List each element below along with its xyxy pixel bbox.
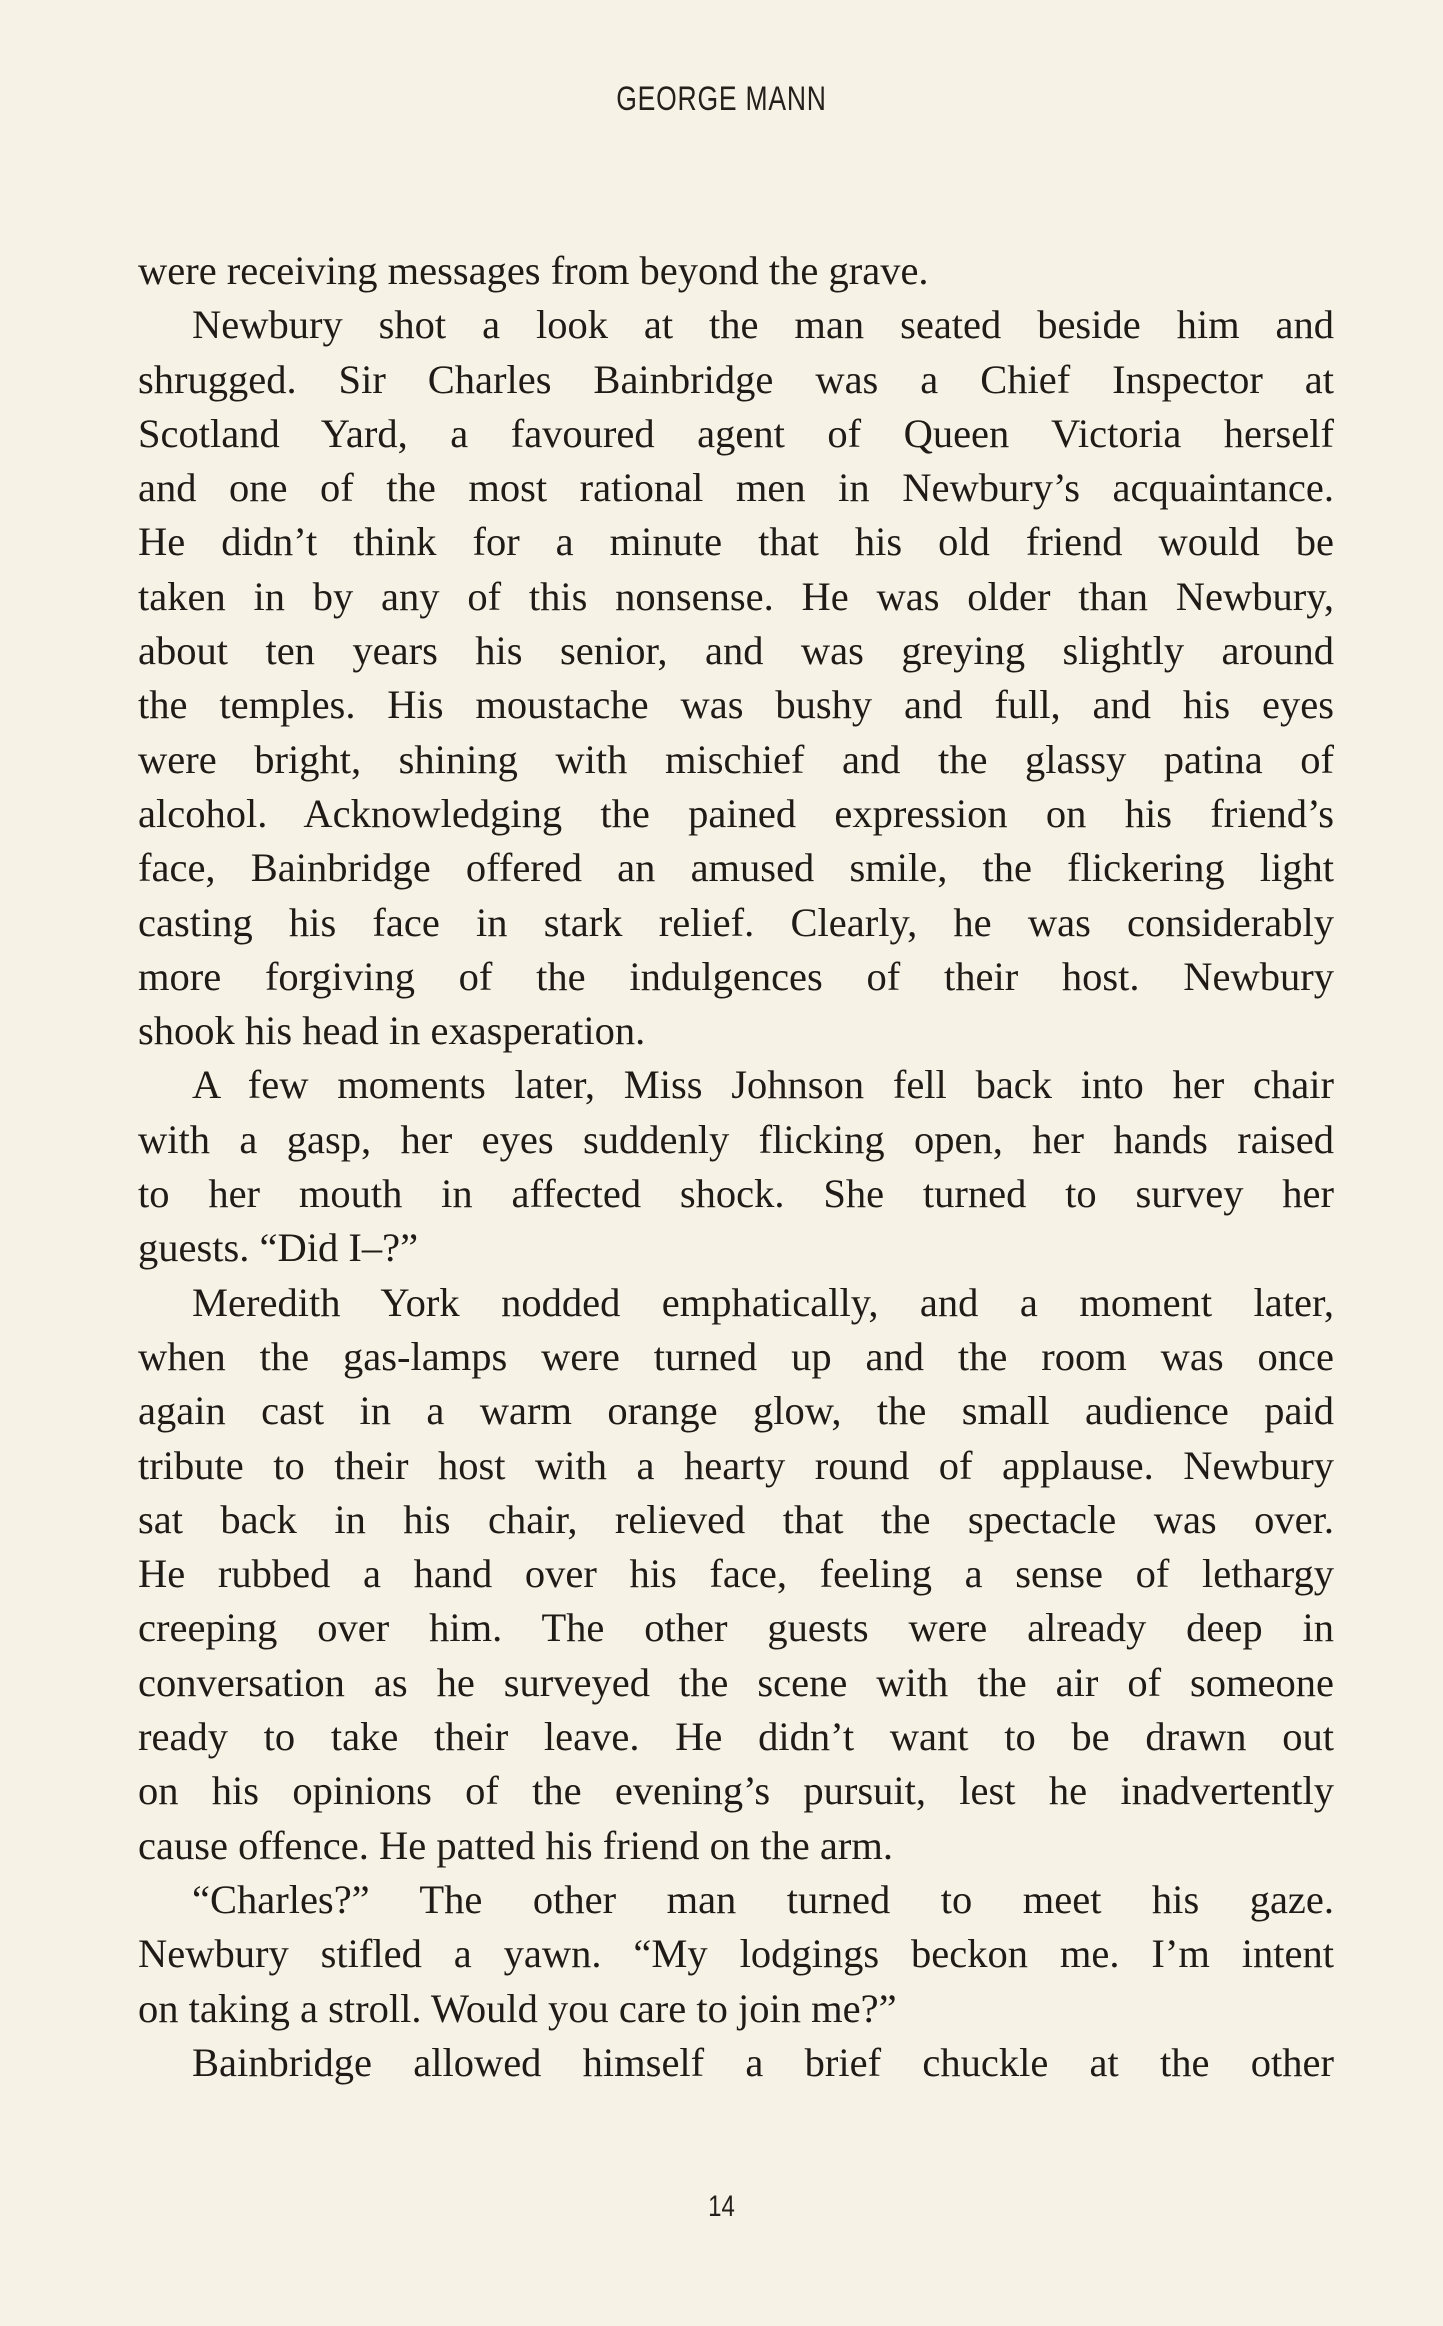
text-line: A few moments later, Miss Johnson fell back into her chair: [192, 1062, 1334, 1108]
text-line: creeping over him. The other guests were already deep in: [138, 1605, 1334, 1651]
text-line: ready to take their leave. He didn’t want to be drawn out: [138, 1714, 1334, 1760]
text-line: shrugged. Sir Charles Bainbridge was a Chief Inspector at: [138, 356, 1334, 402]
text-line: conversation as he surveyed the scene with the air of someone: [138, 1659, 1334, 1705]
text-line: were bright, shining with mischief and the glassy patina of: [138, 736, 1334, 782]
text-line: “Charles?” The other man turned to meet his gaze.: [192, 1876, 1334, 1922]
text-line: Meredith York nodded emphatically, and a moment later,: [192, 1279, 1334, 1325]
text-line: He rubbed a hand over his face, feeling a sense of lethargy: [138, 1551, 1334, 1597]
text-line: to her mouth in affected shock. She turned to survey her: [138, 1171, 1334, 1217]
text-line: guests. “Did I–?”: [138, 1225, 419, 1271]
text-line: were receiving messages from beyond the grave.: [138, 248, 929, 293]
text-line: about ten years his senior, and was greying slightly around: [138, 628, 1334, 674]
text-line: tribute to their host with a hearty round of applause. Newbury: [138, 1442, 1334, 1488]
text-line: cause offence. He patted his friend on the arm.: [138, 1822, 893, 1868]
text-line: on taking a stroll. Would you care to join me?”: [138, 1985, 897, 2031]
text-line: more forgiving of the indulgences of their host. Newbury: [138, 953, 1334, 999]
running-head: GEORGE MANN: [616, 80, 827, 118]
text-line: alcohol. Acknowledging the pained expression on his friend’s: [138, 790, 1334, 836]
body-text: [138, 244, 1334, 2090]
text-line: face, Bainbridge offered an amused smile, the flickering light: [138, 845, 1334, 891]
text-line: He didn’t think for a minute that his old friend would be: [138, 519, 1334, 565]
text-line: Bainbridge allowed himself a brief chuckle at the other: [192, 2039, 1334, 2085]
text-line: Newbury stifled a yawn. “My lodgings beckon me. I’m intent: [138, 1931, 1334, 1977]
text-line: casting his face in stark relief. Clearly, he was considerably: [138, 899, 1334, 945]
text-line: Newbury shot a look at the man seated beside him and: [192, 302, 1334, 348]
text-line: and one of the most rational men in Newbury’s acquaintance.: [138, 465, 1334, 511]
page-number: 14: [708, 2190, 735, 2223]
text-line: shook his head in exasperation.: [138, 1008, 646, 1054]
text-line: the temples. His moustache was bushy and full, and his eyes: [138, 682, 1334, 728]
text-line: when the gas-lamps were turned up and the room was once: [138, 1333, 1334, 1379]
text-line: Scotland Yard, a favoured agent of Queen Victoria herself: [138, 410, 1334, 456]
text-line: on his opinions of the evening’s pursuit, lest he inadvertently: [138, 1768, 1334, 1814]
text-line: with a gasp, her eyes suddenly flicking open, her hands raised: [138, 1116, 1334, 1162]
text-line: again cast in a warm orange glow, the small audience paid: [138, 1388, 1334, 1434]
text-line: sat back in his chair, relieved that the spectacle was over.: [138, 1496, 1334, 1542]
text-line: taken in by any of this nonsense. He was older than Newbury,: [138, 573, 1334, 619]
